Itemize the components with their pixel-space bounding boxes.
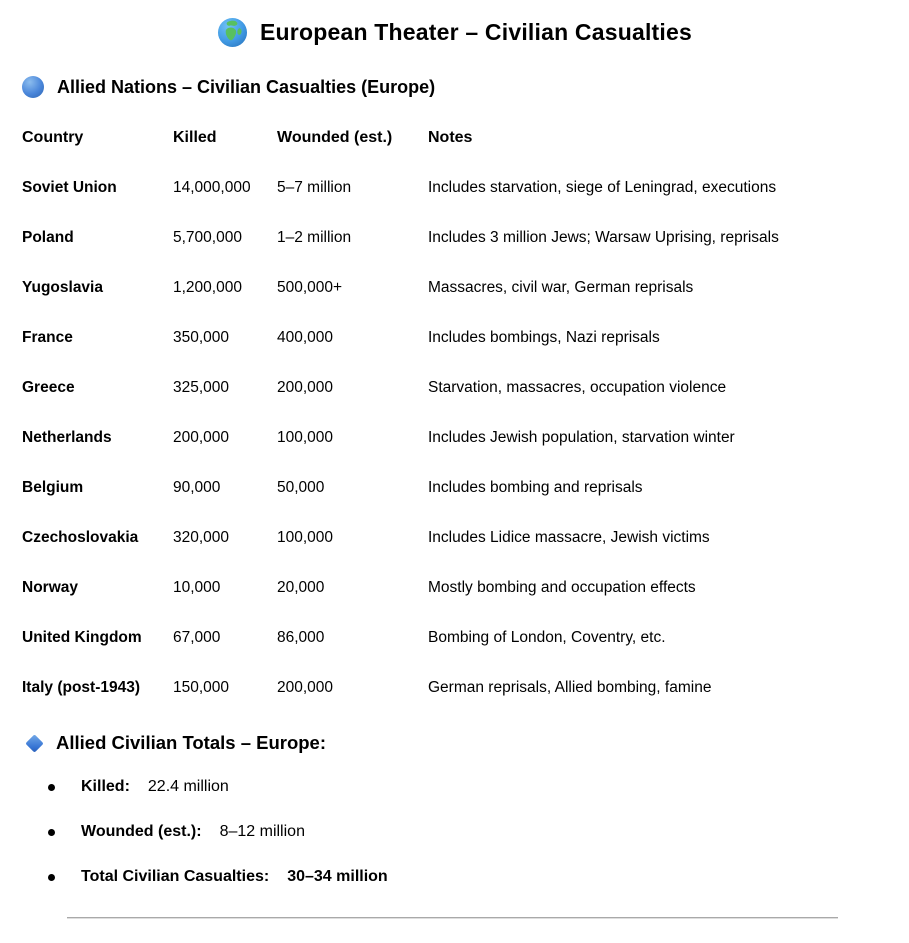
cell-killed: 320,000 xyxy=(173,529,230,546)
table-row xyxy=(22,378,889,428)
globe-europe-africa-icon xyxy=(217,17,248,48)
horizontal-rule xyxy=(67,917,838,919)
table-row xyxy=(22,478,889,528)
total-killed-label: Killed: xyxy=(81,778,130,795)
cell-notes: Includes bombing and reprisals xyxy=(428,479,643,496)
cell-wounded: 200,000 xyxy=(277,679,334,696)
blue-circle-icon xyxy=(22,76,44,98)
column-header-wounded: Wounded (est.) xyxy=(277,129,393,146)
total-wounded-value: 8–12 million xyxy=(219,823,305,840)
totals-heading-text: Allied Civilian Totals – Europe: xyxy=(56,732,327,753)
table-row xyxy=(22,578,889,628)
table-row xyxy=(22,328,889,378)
cell-country: Greece xyxy=(22,379,75,396)
cell-wounded: 100,000 xyxy=(277,429,334,446)
casualties-table xyxy=(22,118,889,728)
cell-wounded: 500,000+ xyxy=(277,279,343,296)
table-row xyxy=(22,628,889,678)
cell-killed: 350,000 xyxy=(173,329,230,346)
table-row xyxy=(22,228,889,278)
cell-wounded: 100,000 xyxy=(277,529,334,546)
cell-killed: 67,000 xyxy=(173,629,221,646)
cell-country: Belgium xyxy=(22,479,84,496)
cell-notes: Includes 3 million Jews; Warsaw Uprising, reprisals xyxy=(428,229,779,246)
list-item xyxy=(0,862,909,907)
totals-heading-row xyxy=(28,728,909,758)
list-item xyxy=(0,817,909,862)
cell-country: Czechoslovakia xyxy=(22,529,139,546)
cell-country: Italy (post-1943) xyxy=(22,679,141,696)
cell-wounded: 5–7 million xyxy=(277,179,352,196)
table-row xyxy=(22,178,889,228)
cell-country: France xyxy=(22,329,73,346)
document-page xyxy=(0,12,909,943)
totals-list xyxy=(0,772,909,907)
cell-killed: 14,000,000 xyxy=(173,179,251,196)
cell-wounded: 400,000 xyxy=(277,329,334,346)
cell-notes: Bombing of London, Coventry, etc. xyxy=(428,629,666,646)
cell-country: Norway xyxy=(22,579,78,596)
cell-notes: Starvation, massacres, occupation violence xyxy=(428,379,727,396)
cell-country: Poland xyxy=(22,229,74,246)
cell-country: Yugoslavia xyxy=(22,279,103,296)
cell-killed: 325,000 xyxy=(173,379,230,396)
cell-country: United Kingdom xyxy=(22,629,142,646)
cell-killed: 200,000 xyxy=(173,429,230,446)
cell-wounded: 200,000 xyxy=(277,379,334,396)
cell-notes: German reprisals, Allied bombing, famine xyxy=(428,679,712,696)
section-heading-text: Allied Nations – Civilian Casualties (Europe) xyxy=(57,76,436,97)
column-header-notes: Notes xyxy=(428,129,473,146)
cell-killed: 10,000 xyxy=(173,579,221,596)
column-header-country: Country xyxy=(22,129,84,146)
list-item xyxy=(0,772,909,817)
cell-notes: Mostly bombing and occupation effects xyxy=(428,579,696,596)
cell-wounded: 20,000 xyxy=(277,579,325,596)
total-wounded-label: Wounded (est.): xyxy=(81,823,202,840)
cell-killed: 90,000 xyxy=(173,479,221,496)
blue-diamond-icon xyxy=(25,734,43,752)
column-header-killed: Killed xyxy=(173,129,217,146)
cell-wounded: 1–2 million xyxy=(277,229,352,246)
cell-country: Netherlands xyxy=(22,429,112,446)
page-title-row xyxy=(0,12,909,52)
cell-killed: 5,700,000 xyxy=(173,229,242,246)
table-row xyxy=(22,428,889,478)
total-killed-value: 22.4 million xyxy=(147,778,229,795)
section-heading-row xyxy=(22,74,909,100)
cell-wounded: 86,000 xyxy=(277,629,325,646)
cell-wounded: 50,000 xyxy=(277,479,325,496)
cell-notes: Includes Lidice massacre, Jewish victims xyxy=(428,529,710,546)
cell-notes: Massacres, civil war, German reprisals xyxy=(428,279,694,296)
cell-notes: Includes Jewish population, starvation winter xyxy=(428,429,735,446)
table-row xyxy=(22,528,889,578)
total-casualties-label: Total Civilian Casualties: xyxy=(81,868,270,885)
cell-country: Soviet Union xyxy=(22,179,117,196)
cell-notes: Includes starvation, siege of Leningrad, executions xyxy=(428,179,777,196)
bullet-dot-icon xyxy=(48,784,55,791)
table-header-row xyxy=(22,128,889,178)
bullet-dot-icon xyxy=(48,829,55,836)
cell-killed: 150,000 xyxy=(173,679,230,696)
table-row xyxy=(22,278,889,328)
bullet-dot-icon xyxy=(48,874,55,881)
cell-notes: Includes bombings, Nazi reprisals xyxy=(428,329,660,346)
table-row xyxy=(22,678,889,728)
cell-killed: 1,200,000 xyxy=(173,279,242,296)
page-title: European Theater – Civilian Casualties xyxy=(260,18,692,45)
total-casualties-value: 30–34 million xyxy=(287,868,388,885)
